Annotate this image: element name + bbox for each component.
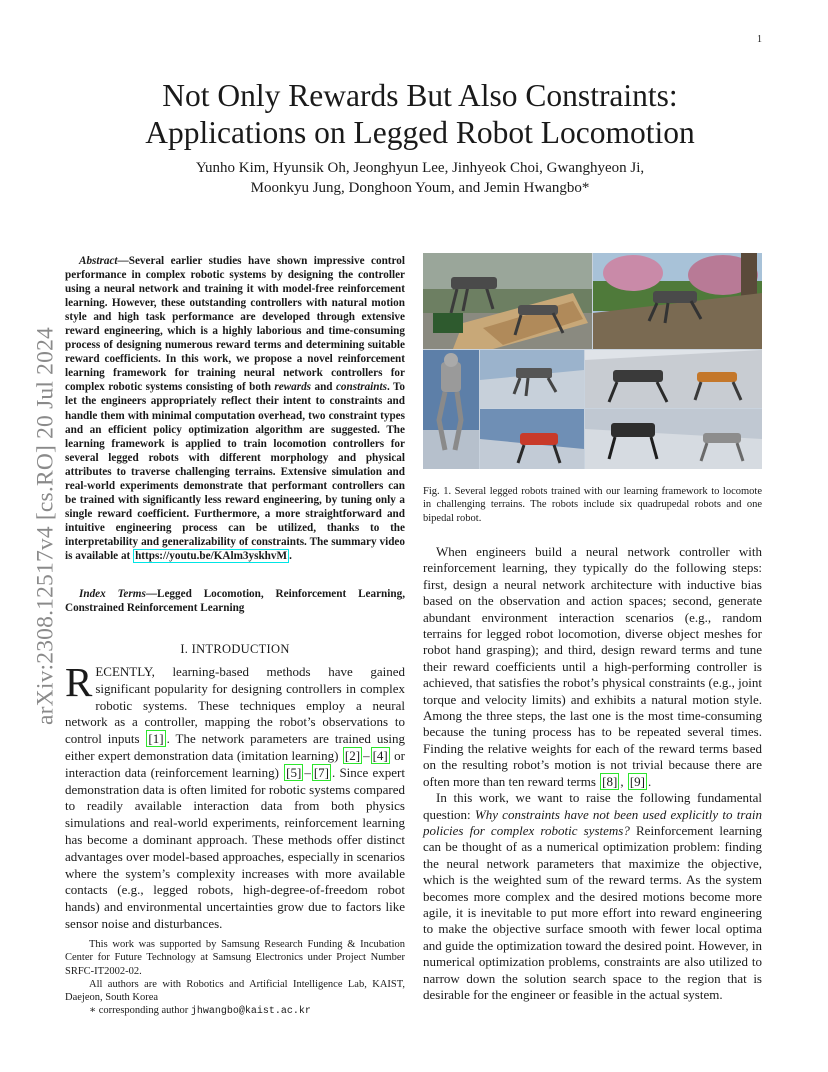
citation-link[interactable]: [5] [286, 764, 302, 780]
page-number: 1 [757, 34, 762, 45]
corresponding-author-footnote [65, 1004, 405, 1018]
abstract-emphasis-rewards: rewards [274, 381, 312, 394]
photo-robot-on-hill [593, 253, 762, 349]
sim-biped-robot [423, 350, 479, 469]
body-text: In this work, we want to raise the following fundamental question: [423, 790, 762, 822]
intro-text: – [304, 764, 311, 780]
index-terms-text: —Legged Locomotion, Reinforcement Learning, Constrained Reinforcement Learning [65, 588, 405, 615]
introduction-paragraph [65, 659, 405, 933]
body-text: . [648, 773, 652, 789]
abstract-end: . [289, 549, 292, 562]
citation-link[interactable]: [4] [372, 747, 388, 763]
affiliation-footnote: All authors are with Robotics and Artificial Intelligence Lab, KAIST, Daejeon, South Korea [65, 978, 405, 1004]
figure-robot-collage [423, 253, 762, 469]
citation-link[interactable]: [2] [344, 747, 361, 763]
author-list [80, 158, 760, 198]
intro-text: – [363, 747, 370, 763]
right-column-body [423, 544, 762, 1003]
abstract-text: —Several earlier studies have shown impressive control performance in complex robotic systems by designing the controller using a neural network and training it with model-free reinforcement learning. However, these outstanding controllers with natural motion style and high task performance are developed through extensive reward engineering, which is a highly laborious and time-consuming process of designing numerous reward terms and determining suitable reward coefficients. In this work, we propose a novel reinforcement learning framework for training neural network controllers for complex robotic systems consisting of both [65, 255, 405, 394]
corresponding-label: ∗ corresponding author [89, 1005, 191, 1017]
index-terms [65, 587, 405, 615]
citation-link[interactable]: [1] [148, 731, 164, 747]
abstract-label: Abstract [79, 255, 118, 267]
photo-robots-on-ramp [423, 253, 592, 349]
abstract [65, 254, 405, 563]
figure-caption: Fig. 1. Several legged robots trained with our learning framework to locomote in challenging terrains. The robots include six quadrupedal robots and one bipedal robot. [423, 486, 762, 524]
abstract-text: and [311, 381, 336, 394]
intro-text: or interaction data (reinforcement learning) [65, 747, 405, 780]
sim-red-quadruped [480, 409, 584, 469]
intro-text: . The network parameters are trained using either expert demonstration data (imitation learning) [65, 731, 405, 763]
funding-footnote: This work was supported by Samsung Research Funding & Incubation Center for Future Technology at Samsung Electronics under Project Number SRFC-IT2002-02. [65, 939, 405, 977]
drop-cap: R [65, 659, 93, 705]
index-terms-label: Index Terms [79, 588, 146, 600]
paper-title [80, 77, 760, 151]
section-heading: I. INTRODUCTION [180, 642, 290, 656]
sim-quadruped-black [585, 350, 762, 408]
body-paragraph [423, 544, 762, 790]
arxiv-identifier [34, 296, 58, 756]
citation-link[interactable]: [7] [313, 764, 329, 780]
citation-link[interactable]: [9] [629, 773, 645, 789]
author-email: jhwangbo@kaist.ac.kr [190, 1006, 311, 1018]
title-line-2: Applications on Legged Robot Locomotion [145, 115, 695, 150]
body-text: When engineers build a neural network controller with reinforcement learning, they typically do the following steps: first, design a neural network architecture with inductive bias based on the observation and action spaces; second, generate abundant environment interaction scenarios (e.g., random terrains for legged robot locomotion, diverse object meshes for robot hand grasping); and third, design reward terms and tune their reward coefficients until a high-performing controller is achieved, that satisfies the robot’s physical constraints (e.g., joint torque and velocity limits) and exhibits a natural motion style. Among the three steps, the last one is the most time-consuming because the tuning process has to be repeated several times. Finding the relative weights for each of the reward terms based on the resulting robot’s motion is not trivial because there are often more than ten reward terms [423, 544, 762, 789]
footnotes [65, 938, 405, 1019]
authors-line-1: Yunho Kim, Hyunsik Oh, Jeonghyun Lee, Jinhyeok Choi, Gwanghyeon Ji, [195, 160, 645, 176]
authors-line-2: Moonkyu Jung, Donghoon Youm, and Jemin Hwangbo* [250, 180, 590, 196]
sim-quadruped-steps [480, 350, 584, 408]
research-question: Why constraints have not been used explicitly to train policies for complex robotic systems? [423, 806, 762, 838]
arxiv-identifier-text: arXiv:2308.12517v4 [cs.RO] 20 Jul 2024 [32, 327, 59, 725]
body-text: Reinforcement learning can be thought of as a numerical optimization problem: finding the neural network parameters that maximize the objective, which is the weighted sum of the reward terms. As the system becomes more complex and the desired motions become more agile, it is inevitable to put more effort into reward engineering to make the objective surface smooth with fewer local optima and guide the optimization toward the desired point. However, in numerical optimization problems, constraints are also utilized to narrow down the solution search space to the region that is desirable for the engineer or feasible in the actual system. [423, 822, 762, 1002]
body-paragraph [423, 790, 762, 1003]
video-link[interactable]: https://youtu.be/KAlm3yskhvM [135, 549, 288, 562]
abstract-text: . To let the engineers appropriately reflect their intent to constraints and handle them with minimal computation overhead, two constraint types and an efficient policy optimization algorithm are suggested. The learning framework is applied to train locomotion controllers for several legged robots with different morphology and physical attributes to traverse challenging terrains. Extensive simulation and real-world experiments demonstrate that performant controllers can be trained with significantly less reward engineering, by tuning only a single reward coefficient. Furthermore, a more straightforward and intuitive engineering process can be utilized, thanks to the interpretability and generalizability of constraints. The summary video is available at [65, 381, 406, 562]
title-line-1: Not Only Rewards But Also Constraints: [162, 78, 678, 113]
intro-text: ECENTLY, learning-based methods have gained significant popularity for designing controllers in complex robotic systems. These techniques employ a neural network as a controller, mapping the robot’s observations to control inputs [65, 664, 405, 747]
body-text: , [620, 773, 627, 789]
sim-quadrupeds-terrain [585, 409, 762, 469]
intro-text: . Since expert demonstration data is often limited for robotic systems compared to readily available interaction data from both physics simulations and real-world experiments, reinforcement learning has become a dominant approach. These methods offer distinct advantages over model-based approaches, especially in scenarios where the system’s complexity increases with more available contacts (e.g., legged robots, high-degree-of-freedom robot hands) and environmental uncertainties grow due to factors like sensor noise and disturbances. [65, 764, 405, 931]
citation-link[interactable]: [8] [602, 773, 618, 789]
abstract-emphasis-constraints: constraints [335, 381, 387, 394]
